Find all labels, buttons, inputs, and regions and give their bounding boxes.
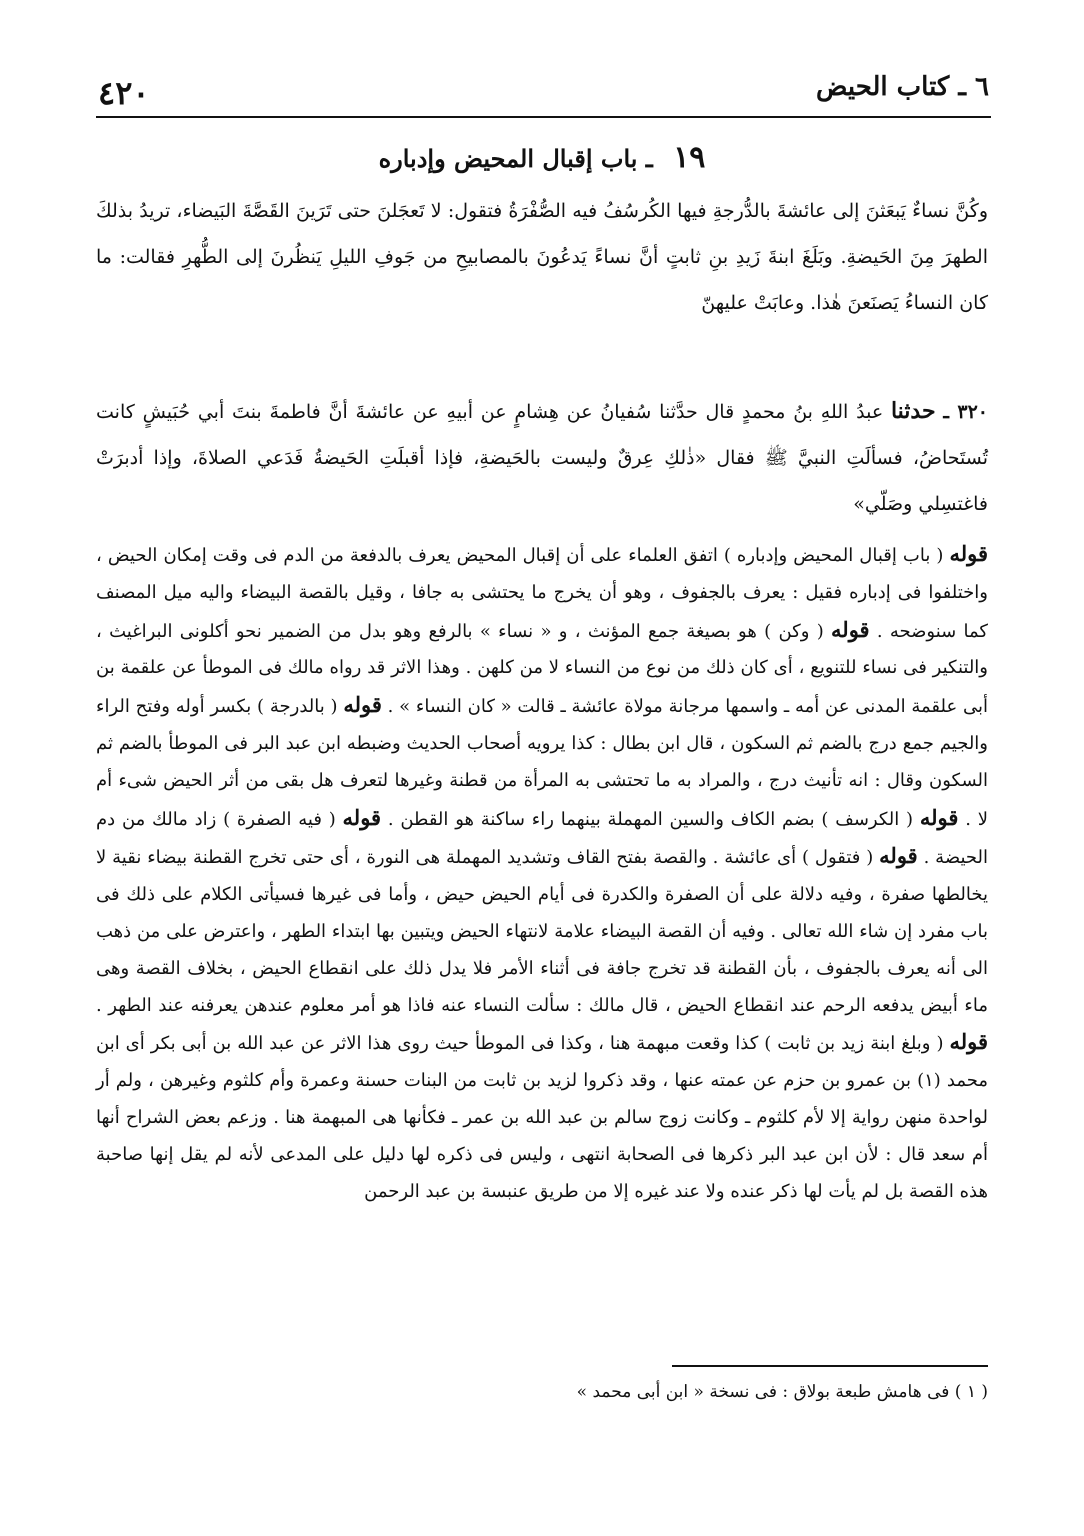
hadith-text: عبدُ اللهِ بنُ محمدٍ قال حدَّثنا سُفيانُ عن هِشامٍ عن أبيهِ عن عائشةَ أنَّ فاطمةَ بنتَ أبي حُبَيشٍ كانت تُستَحاضُ، فسألَتِ النبيَّ ﷺ فقال «ذٰلكِ عِرقٌ وليست بالحَيضةِ، فإذا أقبلَتِ الحَيضةُ فَدَعي الصلاةَ، وإذا أدبرَتْ فاغتسِلي وصَلّي» <box>96 401 988 515</box>
commentary-text: ( فيه الصفرة ) زاد مالك من دم الحيضة . <box>96 808 988 869</box>
chapter-title: ـ باب إقبال المحيض وإدباره <box>378 144 653 173</box>
commentary-text: ( الكرسف ) بضم الكاف والسين المهملة بينهما راء ساكنة هو القطن . <box>387 808 914 830</box>
commentary-segment <box>96 843 988 1016</box>
hadith-number: ٣٢٠ ـ <box>943 401 988 423</box>
chapter-number: ١٩ <box>673 140 706 175</box>
commentary <box>96 536 988 1210</box>
book-title: ٦ ـ كتاب الحيض <box>816 72 989 102</box>
qawl-marker: قوله <box>949 1029 988 1055</box>
commentary-text: ( وكن ) هو بصيغة جمع المؤنث ، و « نساء » بالرفع وهو بدل من الضمير نحو أكلونى البراغيث ، والتنكير فى نساء للتنويع ، أى كان ذلك من نوع من النساء لا من كلهن . وهذا الاثر قد رواه مالك فى الموطأ عن علقمة بن أبى علقمة المدنى عن أمه ـ واسمها مرجانة مولاة عائشة ـ قالت « كان النساء » . <box>96 620 988 718</box>
commentary-segment <box>96 1029 989 1202</box>
qawl-marker: قوله <box>343 692 382 718</box>
page-number: ٤٢٠ <box>98 74 150 112</box>
chapter-heading <box>96 140 988 175</box>
page-header <box>98 70 989 110</box>
footnote: ( ١ ) فى هامش طبعة بولاق : فى نسخة « ابن أبى محمد » <box>576 1382 988 1402</box>
commentary-segment <box>387 804 959 830</box>
footnote-divider <box>672 1365 988 1367</box>
hadith-block <box>96 388 988 527</box>
commentary-text: ( باب إقبال المحيض وإدباره ) اتفق العلماء على أن إقبال المحيض يعرف بالدفعة من الدم فى وقت إمكان الحيض ، واختلفوا فى إدباره فقيل : يعرف بالجفوف ، وهو أن يخرج ما يحتشى به جافا ، وقيل بالقصة البيضاء واليه ميل المصنف كما سنوضحه . <box>96 545 988 642</box>
qawl-marker: قوله <box>949 541 988 566</box>
commentary-text: ( بالدرجة ) بكسر أوله وفتح الراء والجيم جمع درج بالضم ثم السكون ، قال ابن بطال : كذا يرويه أصحاب الحديث وضبطه ابن عبد البر فى الموطأ بالضم ثم السكون وقال : انه تأنيث درج ، والمراد به ما تحتشى به المرأة من قطنة وغيرها لتعرف هل بقى من أثر الحيض شىء أم لا . <box>96 696 988 830</box>
commentary-text: ( وبلغ ابنة زيد بن ثابت ) كذا وقعت مبهمة هنا ، وكذا فى الموطأ حيث روى هذا الاثر عن عبد الله بن أبى بكر أى ابن محمد (١) بن عمرو بن حزم عن عمته عنها ، وقد ذكروا لزيد بن ثابت من البنات حسنة وعمرة وأم كلثوم وغيرهن ، ولم أر لواحدة منهن رواية إلا لأم كلثوم ـ وكانت زوج سالم بن عبد الله بن عمر ـ فكأنها هى المبهمة هنا . وزعم بعض الشراح أنها أم سعد قال : لأن ابن عبد البر ذكرها فى الصحابة انتهى ، وليس فى ذكره لها دليل على المدعى لأنه لم يقل إنها صاحبة هذه القصة بل لم يأت لها ذكر عنده ولا عند غيره إلا من طريق عنبسة بن عبد الرحمن <box>96 1033 989 1202</box>
qawl-marker: قوله <box>831 616 870 642</box>
header-divider <box>96 116 991 118</box>
athar-text: وكُنَّ نساءٌ يَبعَثنَ إلى عائشةَ بالدُّرجةِ فيها الكُرسُفُ فيه الصُّفْرَةُ فتقول: لا تَعجَلنَ حتى تَرَينَ القَصَّةَ البَيضاء، تريدُ بذلكَ الطهرَ مِنَ الحَيضةِ. وبَلَغَ ابنةَ زَيدِ بنِ ثابتٍ أنَّ نساءً يَدعُونَ بالمصابيحِ من جَوفِ الليلِ يَنظُرنَ إلى الطُّهرِ فقالت: ما كان النساءُ يَصنَعنَ هٰذا. وعابَتْ عليهنّ <box>96 200 988 314</box>
haddathana-word: حدثنا <box>890 398 936 424</box>
qawl-marker: قوله <box>879 843 918 869</box>
qawl-marker: قوله <box>919 804 959 830</box>
qawl-marker: قوله <box>342 804 382 830</box>
commentary-text: ( فتقول ) أى عائشة . والقصة بفتح القاف وتشديد المهملة هى النورة ، أى حتى تخرج القطنة بيضاء نقية لا يخالطها صفرة ، وفيه دلالة على أن الصفرة والكدرة فى أيام الحيض حيض ، وأما فى غيرها فسيأتى الكلام على ذلك فى باب مفرد إن شاء الله تعالى . وفيه أن القصة البيضاء علامة لانتهاء الحيض ويتبين بها ابتداء الطهر ، واعترض على من ذهب الى أنه يعرف بالجفوف ، بأن القطنة قد تخرج جافة فى أثناء الأمر فلا يدل ذلك على انقطاع الحيض ، بخلاف القصة وهى ماء أبيض يدفعه الرحم عند انقطاع الحيض ، قال مالك : سألت النساء عنه فاذا هو أمر معلوم عندهن يعرفنه عند الطهر . <box>96 847 988 1016</box>
